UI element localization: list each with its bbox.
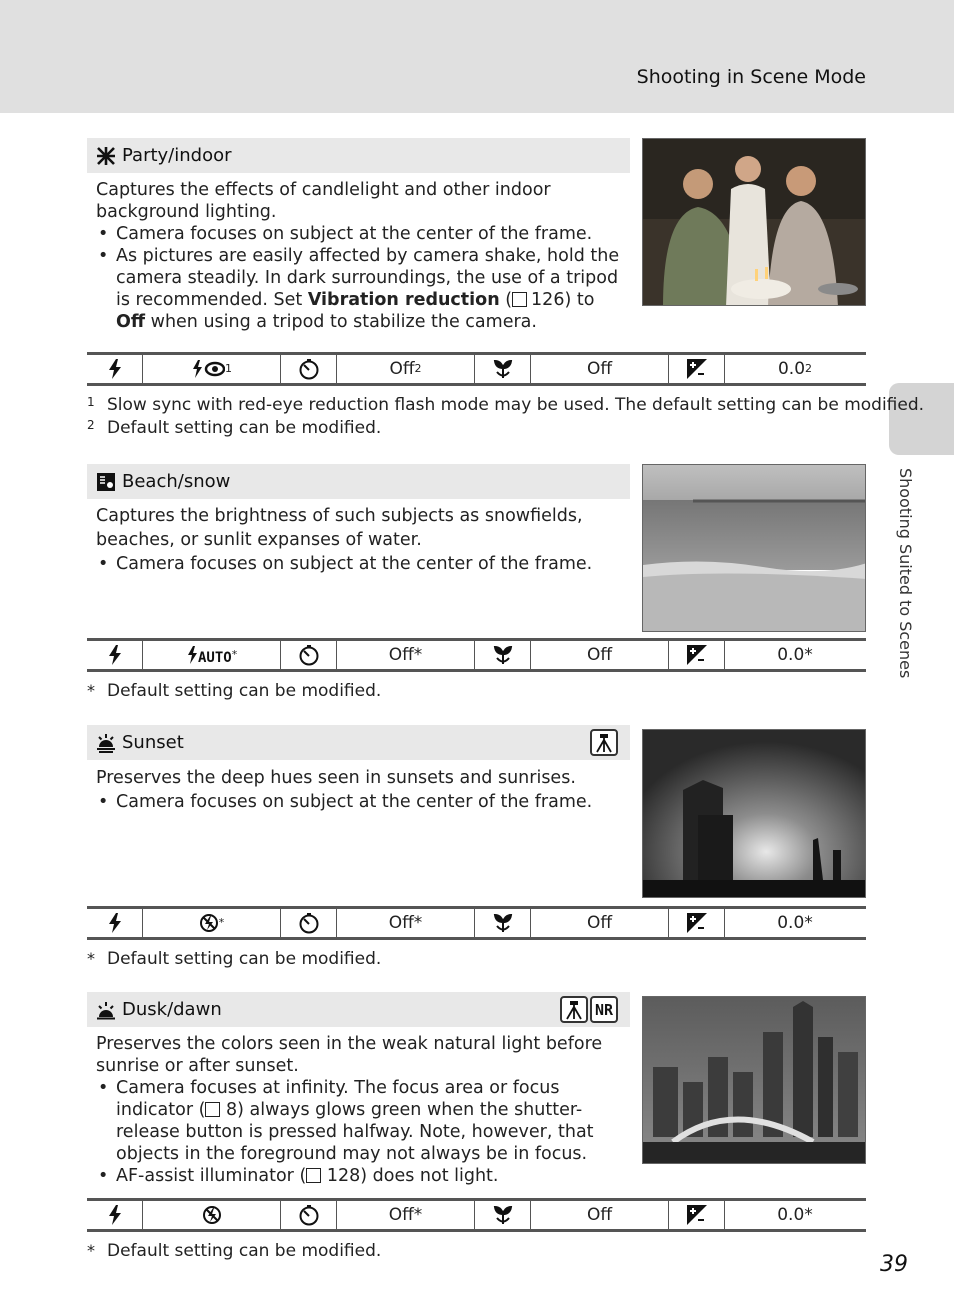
flash-mode-icon <box>87 641 143 669</box>
self-timer-value: Off* <box>337 1201 475 1229</box>
party-indoor-photo <box>642 138 866 306</box>
list-item: • Camera focuses at infinity. The focus area or focus indicator ( 8) always glows green when the shutter-release button is pressed halfway. Note, however, that objects in the foreground may not always be in focus. <box>96 1077 626 1165</box>
self-timer-value: Off* <box>337 909 475 937</box>
sunset-icon <box>96 733 116 753</box>
section-header-sunset <box>87 725 630 760</box>
self-timer-value: Off* <box>337 641 475 669</box>
default-settings-row <box>87 906 866 940</box>
party-indoor-icon <box>96 146 116 166</box>
side-tab-label: Shooting Suited to Scenes <box>896 468 915 679</box>
bullet-list <box>96 1077 626 1187</box>
section-body-beach-snow <box>96 504 626 576</box>
exposure-compensation-icon <box>669 641 725 669</box>
beach-snow-icon <box>96 472 116 492</box>
red-eye-slow-sync-icon <box>191 359 225 379</box>
default-settings-row <box>87 352 866 386</box>
flash-mode-value: * <box>143 909 281 937</box>
section-title: Party/indoor <box>122 145 232 166</box>
footnote: 1 Slow sync with red-eye reduction flash mode may be used. The default setting can be modified. <box>87 395 925 415</box>
macro-mode-value: Off <box>531 909 669 937</box>
section-title: Beach/snow <box>122 471 231 492</box>
tripod-noise-reduction-badge <box>560 996 618 1023</box>
section-intro: Preserves the colors seen in the weak natural light before sunrise or after sunset. <box>96 1034 603 1076</box>
macro-mode-value: Off <box>531 1201 669 1229</box>
dusk-dawn-icon <box>96 1000 116 1020</box>
flash-mode-icon <box>87 909 143 937</box>
default-settings-row <box>87 638 866 672</box>
exposure-compensation-value: 0.0* <box>777 645 813 665</box>
flash-mode-icon <box>87 355 143 383</box>
section-header-party-indoor <box>87 138 630 173</box>
self-timer-icon <box>281 641 337 669</box>
section-intro: Captures the effects of candlelight and other indoor background lighting. <box>96 180 551 222</box>
macro-mode-icon <box>475 1201 531 1229</box>
tripod-recommended-badge <box>590 729 618 756</box>
exposure-compensation-value: 0.0* <box>777 1205 813 1225</box>
flash-mode-value: 1 <box>143 355 281 383</box>
bullet-list <box>96 552 626 576</box>
footnote: * Default setting can be modified. <box>87 1241 382 1261</box>
default-settings-row <box>87 1198 866 1232</box>
section-body-party-indoor <box>96 179 626 333</box>
page-header-title: Shooting in Scene Mode <box>636 66 866 88</box>
tripod-icon <box>590 729 618 756</box>
section-intro: Captures the brightness of such subjects as snowfields, beaches, or sunlit expanses of water. <box>96 506 583 550</box>
section-body-dusk-dawn <box>96 1033 626 1187</box>
self-timer-icon <box>281 355 337 383</box>
macro-mode-icon <box>475 641 531 669</box>
list-item: • AF-assist illuminator ( 128) does not light. <box>96 1165 626 1187</box>
macro-mode-icon <box>475 909 531 937</box>
tripod-icon <box>560 996 588 1023</box>
section-intro: Preserves the deep hues seen in sunsets and sunrises. <box>96 768 576 788</box>
exposure-compensation-value: 0.0* <box>777 913 813 933</box>
list-item: • Camera focuses on subject at the center of the frame. <box>96 552 626 576</box>
page-ref-icon <box>306 1168 321 1183</box>
footnote: * Default setting can be modified. <box>87 949 382 969</box>
flash-off-icon <box>199 913 219 933</box>
list-item: • As pictures are easily affected by camera shake, hold the camera steadily. In dark surroundings, the use of a tripod is recommended. Set Vibration reduction ( 126) to Off when using a tripod to stabilize the camera. <box>96 245 626 333</box>
section-title: Sunset <box>122 732 184 753</box>
self-timer-icon <box>281 909 337 937</box>
bold-setting-name: Vibration reduction <box>307 290 500 310</box>
section-header-dusk-dawn <box>87 992 630 1027</box>
bold-setting-value: Off <box>116 312 146 332</box>
svg-text:AUTO: AUTO <box>197 650 232 665</box>
page-ref-icon <box>512 292 527 307</box>
beach-snow-photo <box>642 464 866 632</box>
list-item: • Camera focuses on subject at the center of the frame. <box>96 223 626 245</box>
bullet-list <box>96 790 626 814</box>
exposure-compensation-value: 0.0 2 <box>777 359 813 379</box>
page-ref-icon <box>205 1102 220 1117</box>
exposure-compensation-icon <box>669 909 725 937</box>
footnote: 2 Default setting can be modified. <box>87 418 382 438</box>
macro-mode-icon <box>475 355 531 383</box>
list-item: • Camera focuses on subject at the center of the frame. <box>96 790 626 814</box>
flash-mode-value: AUTO * <box>143 641 281 669</box>
flash-mode-icon <box>87 1201 143 1229</box>
macro-mode-value: Off <box>531 355 669 383</box>
bullet-list <box>96 223 626 333</box>
page-number: 39 <box>880 1252 908 1277</box>
section-header-beach-snow <box>87 464 630 499</box>
auto-flash-icon <box>186 645 232 665</box>
exposure-compensation-icon <box>669 355 725 383</box>
self-timer-icon <box>281 1201 337 1229</box>
dusk-dawn-photo <box>642 996 866 1164</box>
self-timer-value: Off 2 <box>337 355 475 383</box>
noise-reduction-icon: NR <box>590 996 618 1023</box>
side-tab <box>889 383 954 455</box>
footnote: * Default setting can be modified. <box>87 681 382 701</box>
macro-mode-value: Off <box>531 641 669 669</box>
exposure-compensation-icon <box>669 1201 725 1229</box>
header-band <box>0 0 954 113</box>
flash-off-icon <box>202 1205 222 1225</box>
section-body-sunset <box>96 766 626 814</box>
flash-mode-value <box>143 1201 281 1229</box>
sunset-photo <box>642 729 866 898</box>
section-title: Dusk/dawn <box>122 999 222 1020</box>
